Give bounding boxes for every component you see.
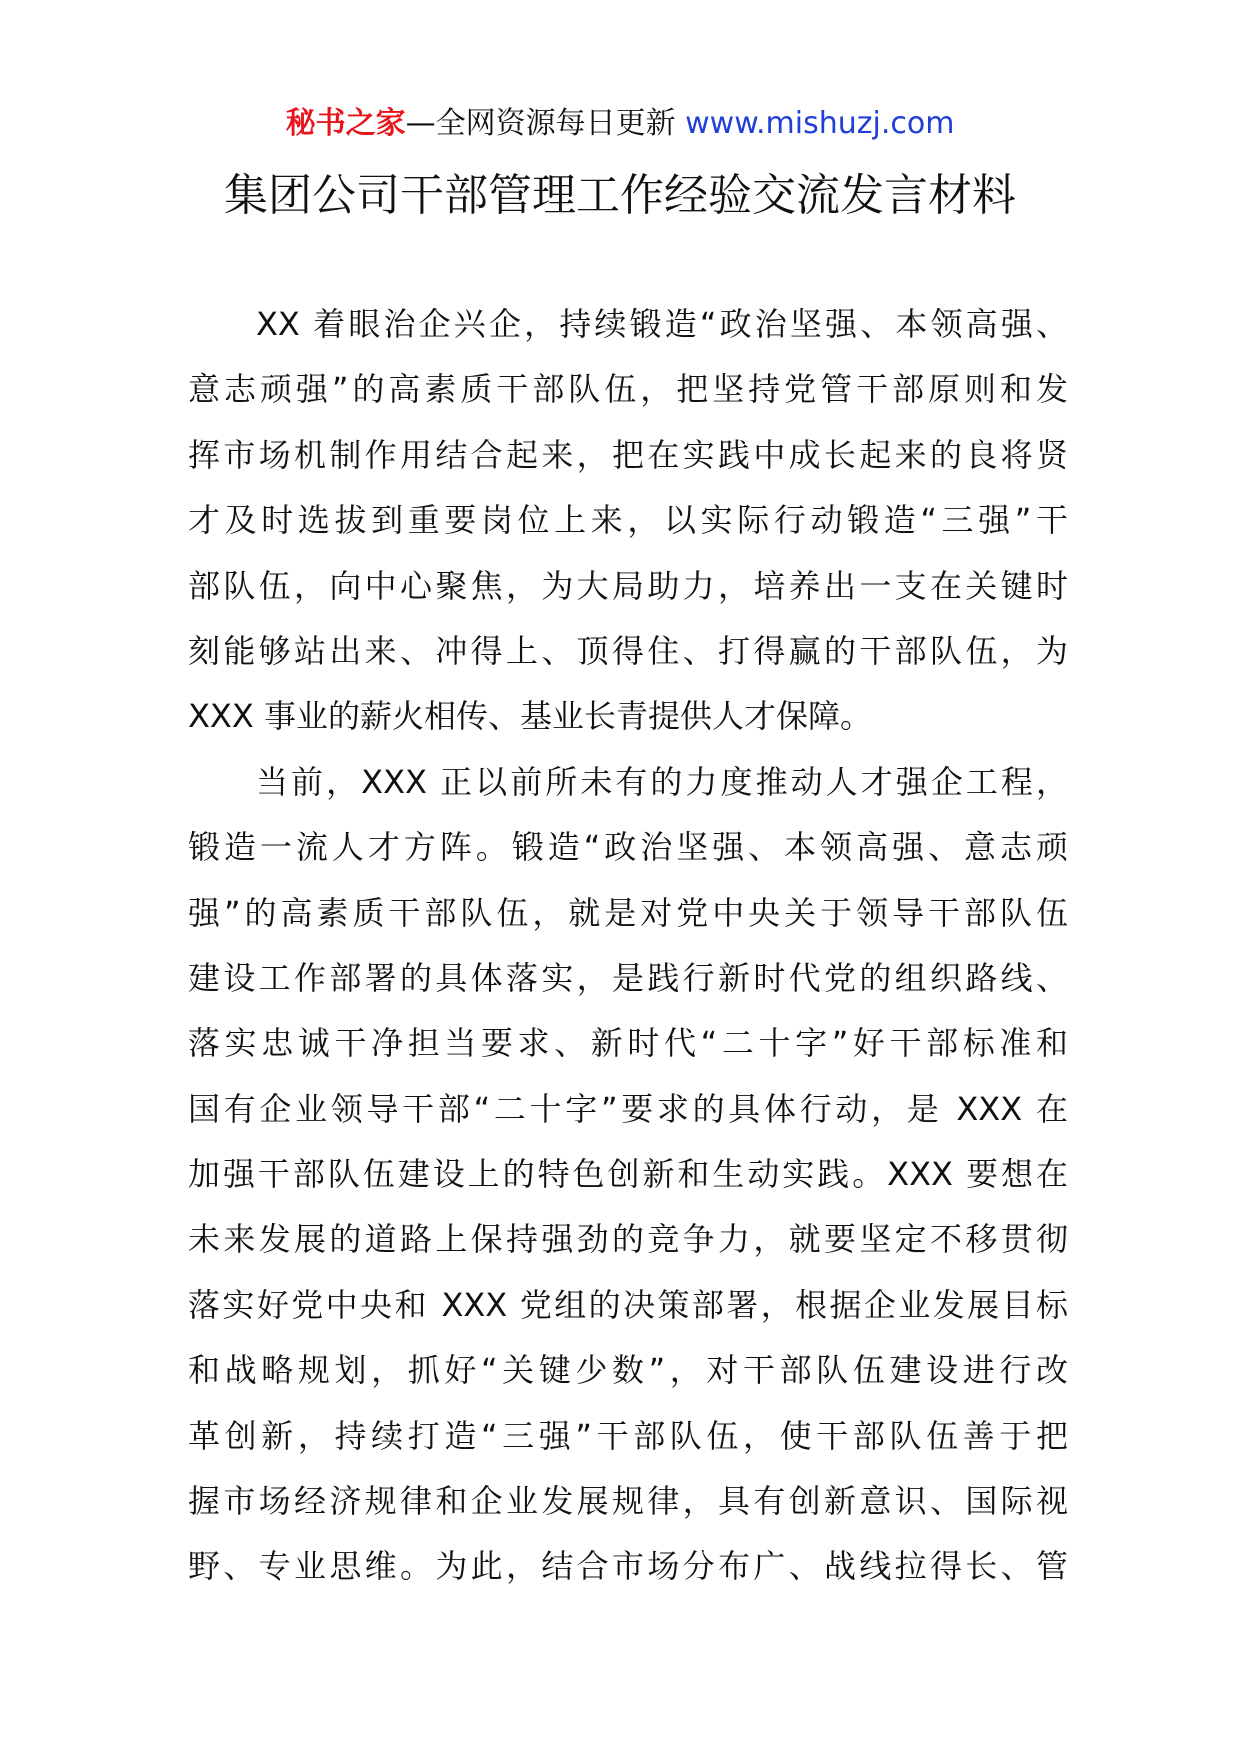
paragraph-line: 加强干部队伍建设上的特色创新和生动实践。XXX 要想在 <box>188 1155 1068 1194</box>
site-brand: 秘书之家 <box>285 106 406 141</box>
document-body <box>188 292 1068 1600</box>
paragraph-2 <box>188 750 1068 1600</box>
paragraph-line: 野、专业思维。为此，结合市场分布广、战线拉得长、管 <box>188 1547 1068 1586</box>
paragraph-line: 国有企业领导干部“二十字”要求的具体行动，是 XXX 在 <box>188 1089 1068 1128</box>
paragraph-line: 刻能够站出来、冲得上、顶得住、打得赢的干部队伍，为 <box>188 631 1068 670</box>
paragraph-line: 挥市场机制作用结合起来，把在实践中成长起来的良将贤 <box>188 435 1068 474</box>
paragraph-line: XX 着眼治企兴企，持续锻造“政治坚强、本领高强、 <box>256 305 1068 343</box>
paragraph-1 <box>188 292 1068 750</box>
paragraph-line: 强”的高素质干部队伍，就是对党中央关于领导干部队伍 <box>188 893 1068 932</box>
paragraph-line: 未来发展的道路上保持强劲的竞争力，就要坚定不移贯彻 <box>188 1220 1068 1259</box>
paragraph-line: 部队伍，向中心聚焦，为大局助力，培养出一支在关键时 <box>188 566 1068 605</box>
document-title: 集团公司干部管理工作经验交流发言材料 <box>224 170 1016 221</box>
paragraph-line: 锻造一流人才方阵。锻造“政治坚强、本领高强、意志顽 <box>188 828 1068 867</box>
paragraph-line: 才及时选拔到重要岗位上来，以实际行动锻造“三强”干 <box>188 501 1068 540</box>
paragraph-line: 意志顽强”的高素质干部队伍，把坚持党管干部原则和发 <box>188 370 1068 409</box>
paragraph-line: 落实好党中央和 XXX 党组的决策部署，根据企业发展目标 <box>188 1285 1068 1324</box>
site-url-link[interactable]: www.mishuzj.com <box>685 106 955 141</box>
paragraph-line: 当前，XXX 正以前所未有的力度推动人才强企工程， <box>256 762 1068 801</box>
paragraph-line: 落实忠诚干净担当要求、新时代“二十字”好干部标准和 <box>188 1024 1068 1063</box>
paragraph-line: 革创新，持续打造“三强”干部队伍，使干部队伍善于把 <box>188 1416 1068 1455</box>
site-header <box>0 104 1240 144</box>
paragraph-line: 握市场经济规律和企业发展规律，具有创新意识、国际视 <box>188 1482 1068 1521</box>
paragraph-line: XXX 事业的薪火相传、基业长青提供人才保障。 <box>188 697 872 736</box>
paragraph-line: 建设工作部署的具体落实，是践行新时代党的组织路线、 <box>188 958 1068 997</box>
paragraph-line: 和战略规划，抓好“关键少数”，对干部队伍建设进行改 <box>188 1351 1068 1390</box>
site-tagline: —全网资源每日更新 <box>405 106 686 141</box>
